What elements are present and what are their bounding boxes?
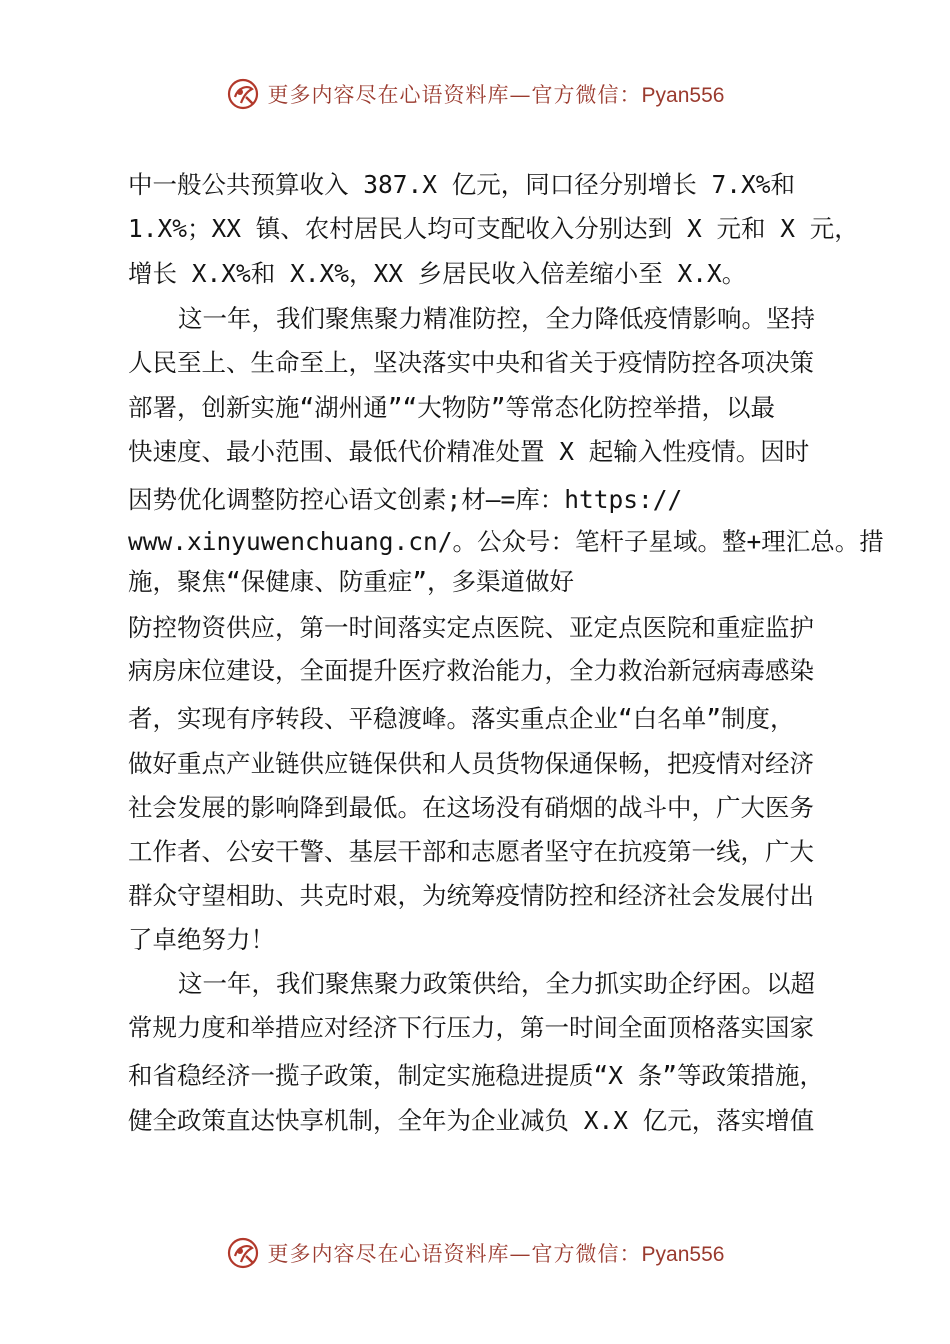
banner-message: 更多内容尽在心语资料库—官方微信： <box>267 1242 642 1266</box>
text-line: 健全政策直达快享机制，全年为企业减负 X.X 亿元，落实增值 <box>128 1106 815 1135</box>
banner-text <box>268 1238 725 1268</box>
text-line: 部署，创新实施“湖州通”“大物防”等常态化防控举措，以最 <box>128 393 775 422</box>
text-line: 社会发展的影响降到最低。在这场没有硝烟的战斗中，广大医务 <box>128 793 814 822</box>
text-line: 工作者、公安干警、基层干部和志愿者坚守在抗疫第一线，广大 <box>128 837 814 866</box>
text-line: 快速度、最小范围、最低代价精准处置 X 起输入性疫情。因时 <box>128 437 810 466</box>
banner-message: 更多内容尽在心语资料库—官方微信： <box>267 83 642 107</box>
header-banner <box>0 74 950 114</box>
text-line: 增长 X.X%和 X.X%，XX 乡居民收入倍差缩小至 X.X。 <box>128 259 747 288</box>
text-line: 常规力度和举措应对经济下行压力，第一时间全面顶格落实国家 <box>128 1013 814 1042</box>
banner-wechat-id: Pyan556 <box>641 1243 725 1266</box>
text-line: 这一年，我们聚焦聚力精准防控，全力降低疫情影响。坚持 <box>178 304 815 333</box>
footer-banner <box>0 1233 950 1273</box>
text-line: 和省稳经济一揽子政策，制定实施稳进提质“X 条”等政策措施， <box>128 1061 824 1090</box>
text-line: 者，实现有序转段、平稳渡峰。落实重点企业“白名单”制度， <box>128 704 795 733</box>
text-line: 病房床位建设，全面提升医疗救治能力，全力救治新冠病毒感染 <box>128 656 814 685</box>
logo-icon <box>226 1236 260 1270</box>
text-line: 这一年，我们聚焦聚力政策供给，全力抓实助企纾困。以超 <box>178 969 815 998</box>
text-line: 了卓绝努力！ <box>128 925 275 954</box>
text-line: 防控物资供应，第一时间落实定点医院、亚定点医院和重症监护 <box>128 613 814 642</box>
banner-wechat-id: Pyan556 <box>641 84 725 107</box>
text-line: 群众守望相助、共克时艰，为统筹疫情防控和经济社会发展付出 <box>128 881 814 910</box>
logo-icon <box>226 77 260 111</box>
text-line: 中一般公共预算收入 387.X 亿元，同口径分别增长 7.X%和 <box>128 170 796 199</box>
text-line: 施，聚焦“保健康、防重症”，多渠道做好 <box>128 567 574 596</box>
text-line: 做好重点产业链供应链保供和人员货物保通保畅，把疫情对经济 <box>128 749 814 778</box>
text-line: 1.X%；XX 镇、农村居民人均可支配收入分别达到 X 元和 X 元， <box>128 214 859 243</box>
text-line: 人民至上、生命至上，坚决落实中央和省关于疫情防控各项决策 <box>128 348 814 377</box>
banner-text <box>268 79 725 109</box>
text-line: 因势优化调整防控心语文创素;材—=库：https:// <box>128 485 683 514</box>
text-line: www.xinyuwenchuang.cn/。公众号：笔杆子星域。整+理汇总。措 <box>128 527 884 556</box>
